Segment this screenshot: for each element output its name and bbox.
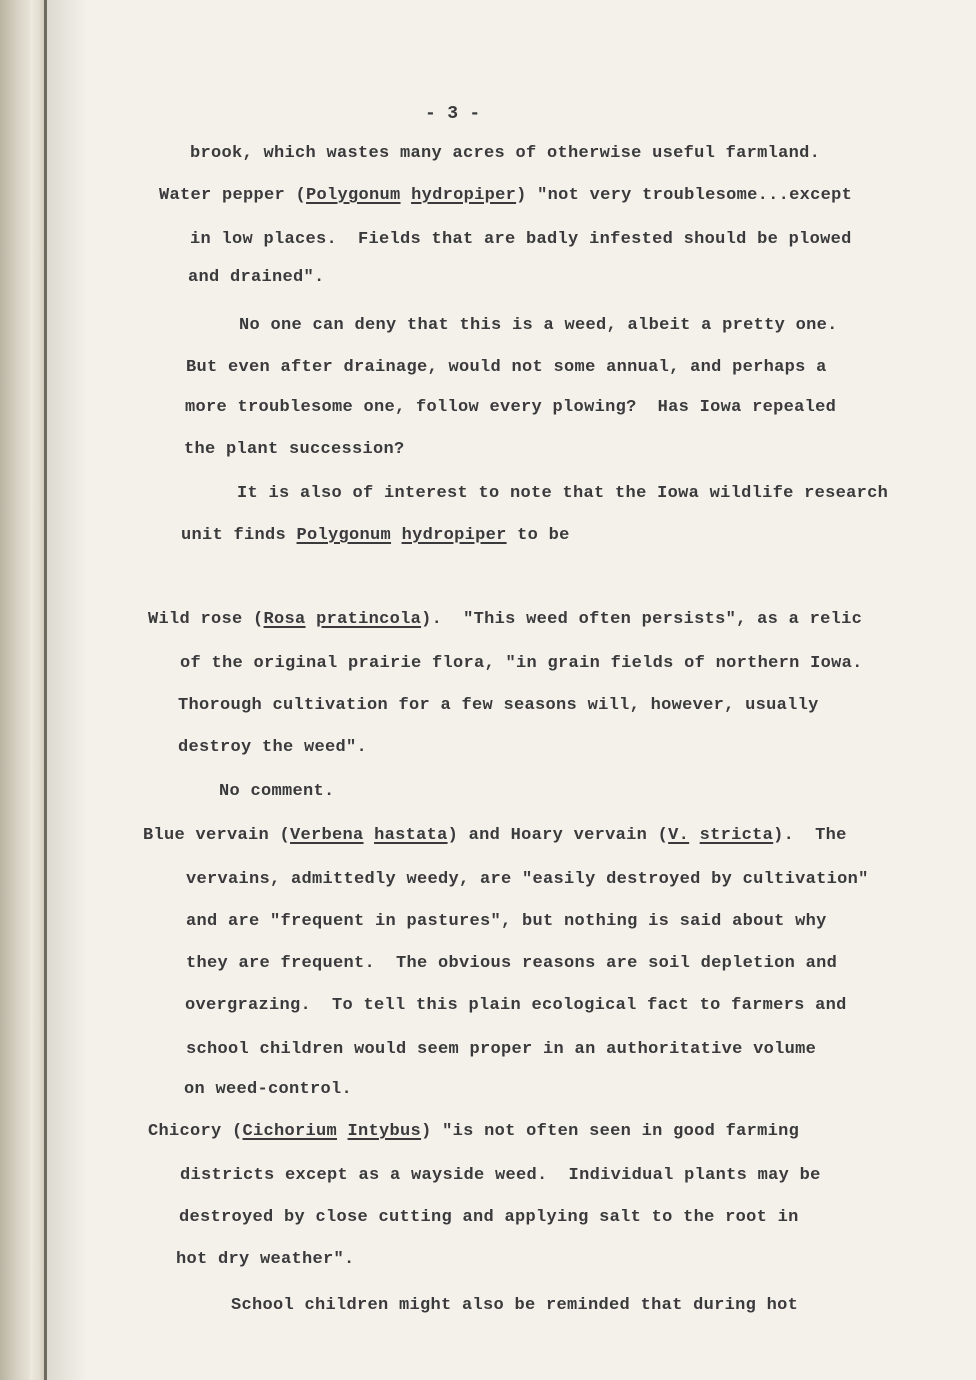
scientific-name: V. bbox=[668, 826, 690, 845]
scientific-name: Cichorium bbox=[242, 1122, 338, 1141]
scientific-name: pratincola bbox=[316, 610, 422, 629]
scientific-name: Polygonum bbox=[296, 526, 392, 545]
scientific-name: Polygonum bbox=[306, 186, 401, 205]
scientific-name: Intybus bbox=[347, 1122, 422, 1141]
text-line: Chicory (Cichorium Intybus) "is not often seen in good farming bbox=[148, 1122, 800, 1141]
scientific-name: stricta bbox=[699, 826, 774, 845]
scientific-name: Rosa bbox=[263, 610, 306, 629]
text-line: more troublesome one, follow every plowing? Has Iowa repealed bbox=[185, 398, 837, 417]
page-shadow bbox=[47, 0, 87, 1380]
text-line: brook, which wastes many acres of otherwise useful farmland. bbox=[190, 144, 821, 163]
scientific-name: hastata bbox=[374, 826, 448, 845]
text-line: on weed-control. bbox=[184, 1080, 353, 1099]
text-line: But even after drainage, would not some annual, and perhaps a bbox=[186, 358, 827, 377]
text-line: hot dry weather". bbox=[176, 1250, 355, 1269]
text-line: vervains, admittedly weedy, are "easily destroyed by cultivation" bbox=[186, 870, 869, 889]
text-line: No comment. bbox=[219, 782, 335, 801]
text-line: Blue vervain (Verbena hastata) and Hoary vervain (V. stricta). The bbox=[143, 826, 847, 845]
text-line: districts except as a wayside weed. Individual plants may be bbox=[180, 1166, 821, 1185]
text-line: and are "frequent in pastures", but nothing is said about why bbox=[186, 912, 827, 931]
text-line: School children might also be reminded that during hot bbox=[231, 1296, 799, 1315]
scientific-name: hydropiper bbox=[411, 186, 517, 205]
text-line: the plant succession? bbox=[184, 440, 405, 459]
text-line: in low places. Fields that are badly infested should be plowed bbox=[190, 230, 852, 249]
text-line: Wild rose (Rosa pratincola). "This weed often persists", as a relic bbox=[148, 610, 863, 629]
text-line: unit finds Polygonum hydropiper to be bbox=[181, 526, 570, 545]
text-line: It is also of interest to note that the Iowa wildlife research bbox=[237, 484, 889, 503]
book-spine bbox=[0, 0, 30, 1380]
text-line: Thorough cultivation for a few seasons will, however, usually bbox=[178, 696, 819, 715]
text-line: overgrazing. To tell this plain ecological fact to farmers and bbox=[185, 996, 847, 1015]
text-line: destroyed by close cutting and applying salt to the root in bbox=[179, 1208, 799, 1227]
text-line: of the original prairie flora, "in grain fields of northern Iowa. bbox=[180, 654, 863, 673]
text-line: school children would seem proper in an authoritative volume bbox=[186, 1040, 817, 1059]
typewritten-page bbox=[47, 0, 976, 1380]
page-number: - 3 - bbox=[425, 104, 481, 124]
text-line: Water pepper (Polygonum hydropiper) "not very troublesome...except bbox=[159, 186, 853, 205]
text-line: they are frequent. The obvious reasons are soil depletion and bbox=[186, 954, 838, 973]
text-line: No one can deny that this is a weed, albeit a pretty one. bbox=[239, 316, 838, 335]
scientific-name: Verbena bbox=[290, 826, 364, 845]
scientific-name: hydropiper bbox=[401, 526, 507, 545]
text-line: destroy the weed". bbox=[178, 738, 368, 757]
text-line: and drained". bbox=[188, 268, 325, 287]
